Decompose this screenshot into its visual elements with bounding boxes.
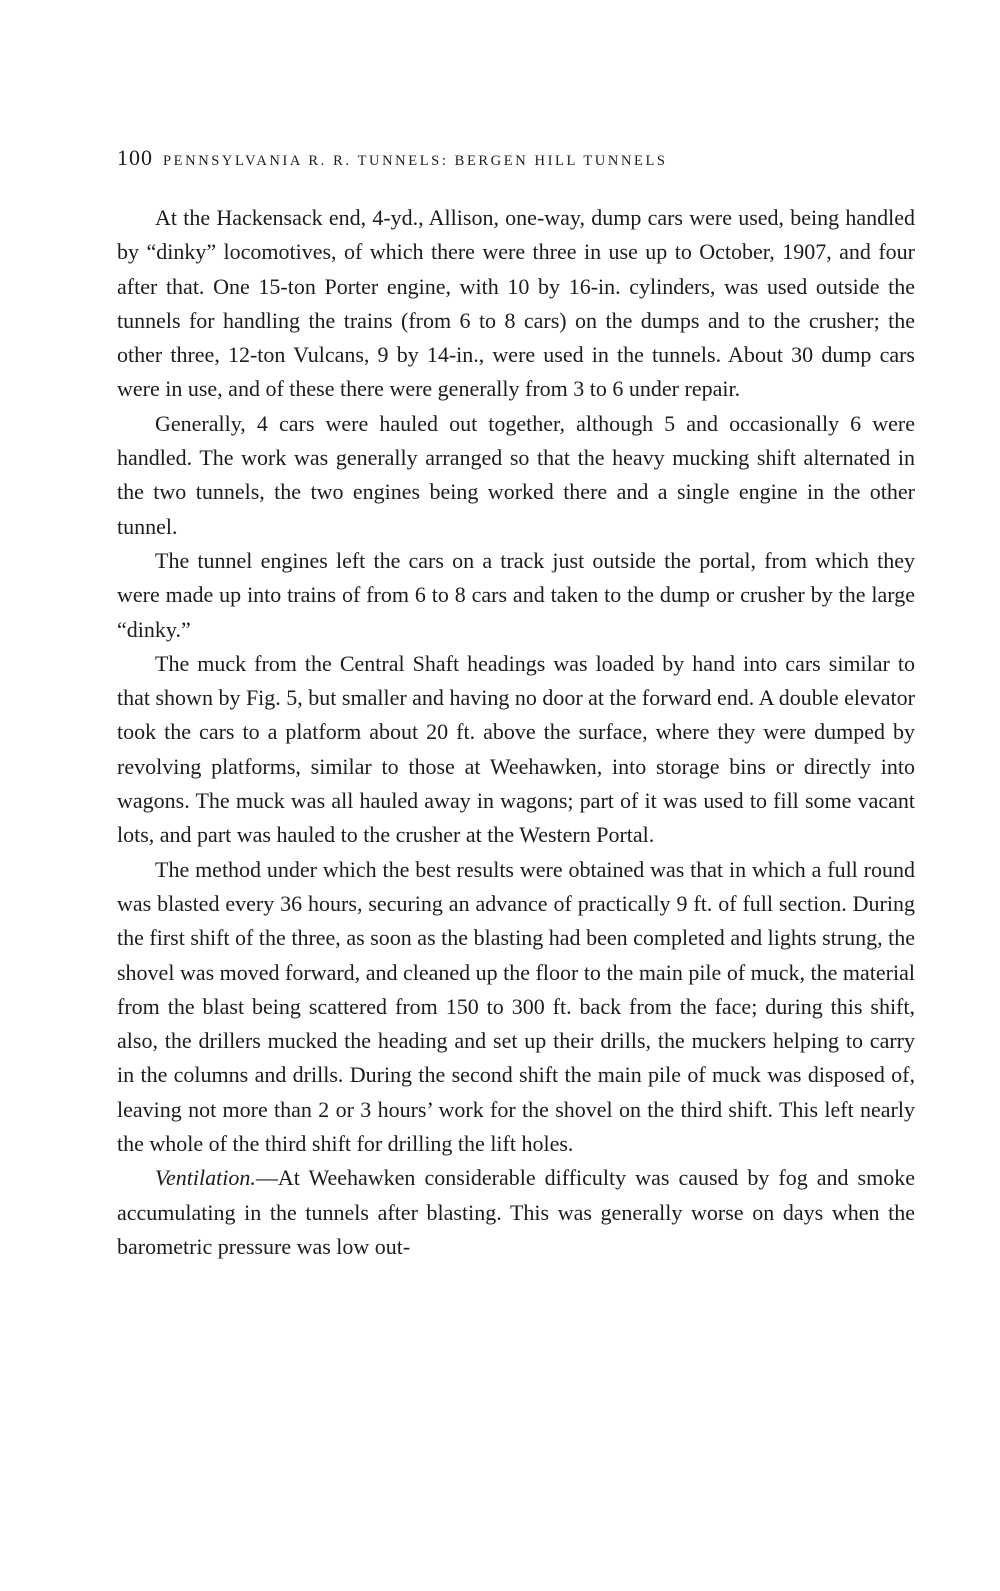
body-text: [117, 201, 915, 1264]
ventilation-text: —At Weehawken considerable difficulty was caused by fog and smoke accumulating in the tunnels after blasting. This was generally worse on days when the barometric pressure was low out-: [117, 1165, 915, 1259]
paragraph-tunnel-engines: The tunnel engines left the cars on a track just outside the portal, from which they were made up into trains of from 6 to 8 cars and taken to the dump or crusher by the large “dinky.”: [117, 547, 915, 642]
running-head: [117, 145, 917, 175]
paragraph-central-shaft-muck: The muck from the Central Shaft headings was loaded by hand into cars similar to that shown by Fig. 5, but smaller and having no door at the forward end. A double elevator took the cars to a platform about 20 ft. above the surface, where they were dumped by revolving platforms, similar to those at Weehawken, into storage bins or directly into wagons. The muck was all hauled away in wagons; part of it was used to fill some vacant lots, and part was hauled to the crusher at the Western Portal.: [117, 650, 915, 848]
paragraph-ventilation: [117, 1161, 915, 1264]
paragraph-cars-hauled: Generally, 4 cars were hauled out together, although 5 and occasionally 6 were handled. The work was generally arranged so that the heavy mucking shift alternated in the two tunnels, the two engines being worked there and a single engine in the other tunnel.: [117, 410, 915, 539]
running-title: PENNSYLVANIA R. R. TUNNELS: BERGEN HILL TUNNELS: [163, 153, 668, 169]
page-number: 100: [117, 145, 153, 170]
paragraph-blasting-method: The method under which the best results were obtained was that in which a full round was blasted every 36 hours, securing an advance of practically 9 ft. of full section. During the first shift of the three, as soon as the blasting had been completed and lights strung, the shovel was moved forward, and cleaned up the floor to the main pile of muck, the material from the blast being scattered from 150 to 300 ft. back from the face; during this shift, also, the drillers mucked the heading and set up their drills, the muckers helping to carry in the columns and drills. During the second shift the main pile of muck was disposed of, leaving not more than 2 or 3 hours’ work for the shovel on the third shift. This left nearly the whole of the third shift for drilling the lift holes.: [117, 856, 915, 1157]
paragraph-hackensack-dump-cars: At the Hackensack end, 4-yd., Allison, one-way, dump cars were used, being handled by “dinky” locomotives, of which there were three in use up to October, 1907, and four after that. One 15-ton Porter engine, with 10 by 16-in. cylinders, was used outside the tunnels for handling the trains (from 6 to 8 cars) on the dumps and to the crusher; the other three, 12-ton Vulcans, 9 by 14-in., were used in the tunnels. About 30 dump cars were in use, and of these there were generally from 3 to 6 under repair.: [117, 205, 915, 402]
section-heading-ventilation: Ventilation.: [155, 1165, 256, 1191]
